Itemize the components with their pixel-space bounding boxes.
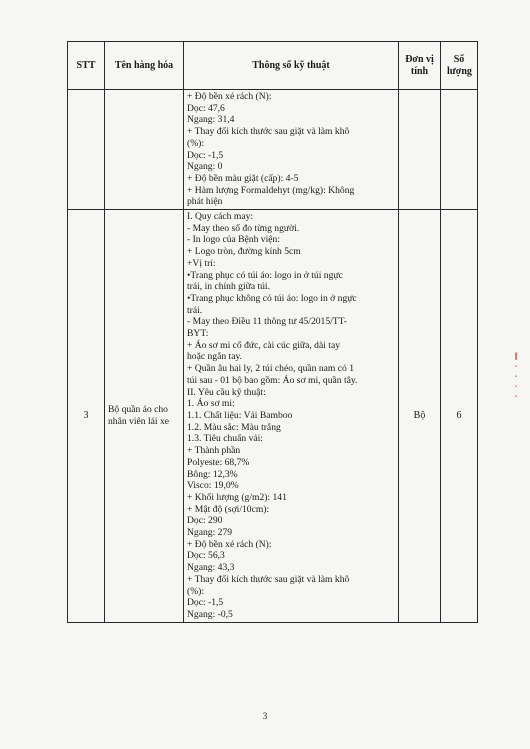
spec-line: Dọc: 47,6 [187,102,225,114]
spec-line: Ngang: 279 [187,527,233,539]
spec-line: •Trang phục không có túi áo: logo in ở ngực [187,292,357,304]
spec-line: - May theo số đo từng người. [187,222,300,234]
spec-line: trái. [187,304,203,316]
spec-line: 1. Áo sơ mi: [187,398,235,410]
row-quantity [441,90,478,210]
spec-line: (%): [187,585,205,597]
spec-line: Bông: 12,3% [187,468,238,480]
spec-line: •Trang phục có túi áo: logo in ở túi ngực [187,269,343,281]
spec-line: Dọc: 56,3 [187,550,225,562]
spec-line: trái, in chính giữa túi. [187,281,270,293]
spec-line: +Vị trí: [187,257,216,269]
spec-line: II. Yêu cầu kỹ thuật: [187,386,266,398]
spec-line: Dọc: -1,5 [187,149,224,161]
spec-line: 1.3. Tiêu chuẩn vải: [187,433,263,445]
row-stt: 3 [68,210,105,623]
spec-line: + Khối lượng (g/m2): 141 [187,491,287,503]
spec-line: BYT: [187,328,209,340]
row-specs [184,90,399,210]
spec-line: Polyeste: 68,7% [187,456,250,468]
side-stamp-mark: ▌ ▪ ▪ ▪ ▪ [515,354,520,400]
header-unit: Đơn vị tính [399,42,441,90]
spec-line: 1.1. Chất liệu: Vải Bamboo [187,409,293,421]
spec-line: + Thay đổi kích thước sau giặt và làm khô [187,126,350,138]
spec-line: Ngang: 31,4 [187,114,235,126]
header-item-name: Tên hàng hóa [105,42,184,90]
spec-line: Dọc: -1,5 [187,597,224,609]
header-quantity: Số lượng [441,42,478,90]
page-number: 3 [262,711,268,721]
spec-line: + Thay đổi kích thước sau giặt và làm khô [187,573,350,585]
spec-table [67,41,478,623]
spec-line: + Áo sơ mi cổ đức, cài cúc giữa, dài tay [187,339,341,351]
spec-line: - In logo của Bệnh viện: [187,234,280,246]
spec-line: + Độ bền xé rách (N): [187,538,272,550]
spec-line: túi sau - 01 bộ bao gồm: Áo sơ mi, quần tây. [187,374,358,386]
row-item-name [105,90,184,210]
row-item-name: Bộ quần áo cho nhân viên lái xe [105,210,184,623]
table-row [68,210,478,623]
spec-line: Ngang: -0,5 [187,608,233,620]
spec-line: + Quần âu hai ly, 2 túi chéo, quần nam có 1 [187,363,355,375]
spec-line: (%): [187,137,205,149]
row-quantity: 6 [441,210,478,623]
spec-line: Visco: 19,0% [187,480,239,492]
spec-line: phát hiện [187,196,223,208]
spec-line: hoặc ngắn tay. [187,351,243,363]
header-specs: Thông số kỹ thuật [184,42,399,90]
spec-line: - May theo Điều 11 thông tư 45/2015/TT- [187,316,347,328]
spec-line: + Độ bền màu giặt (cấp): 4-5 [187,172,299,184]
spec-line: + Độ bền xé rách (N): [187,91,272,102]
spec-line: + Logo tròn, đường kính 5cm [187,246,301,258]
row-specs [184,210,399,623]
spec-line: Ngang: 0 [187,161,223,173]
header-stt: STT [68,42,105,90]
table-header-row [68,42,478,90]
row-unit: Bộ [399,210,441,623]
spec-line: Ngang: 43,3 [187,562,235,574]
row-stt [68,90,105,210]
spec-line: Dọc: 290 [187,515,223,527]
row-unit [399,90,441,210]
spec-line: + Thành phần [187,445,241,457]
spec-line: + Mật độ (sợi/10cm): [187,503,270,515]
spec-line: I. Quy cách may: [187,211,254,223]
spec-line: + Hàm lượng Formaldehyt (mg/kg): Không [187,184,355,196]
spec-line: 1.2. Màu sắc: Màu trắng [187,421,281,433]
table-row [68,90,478,210]
